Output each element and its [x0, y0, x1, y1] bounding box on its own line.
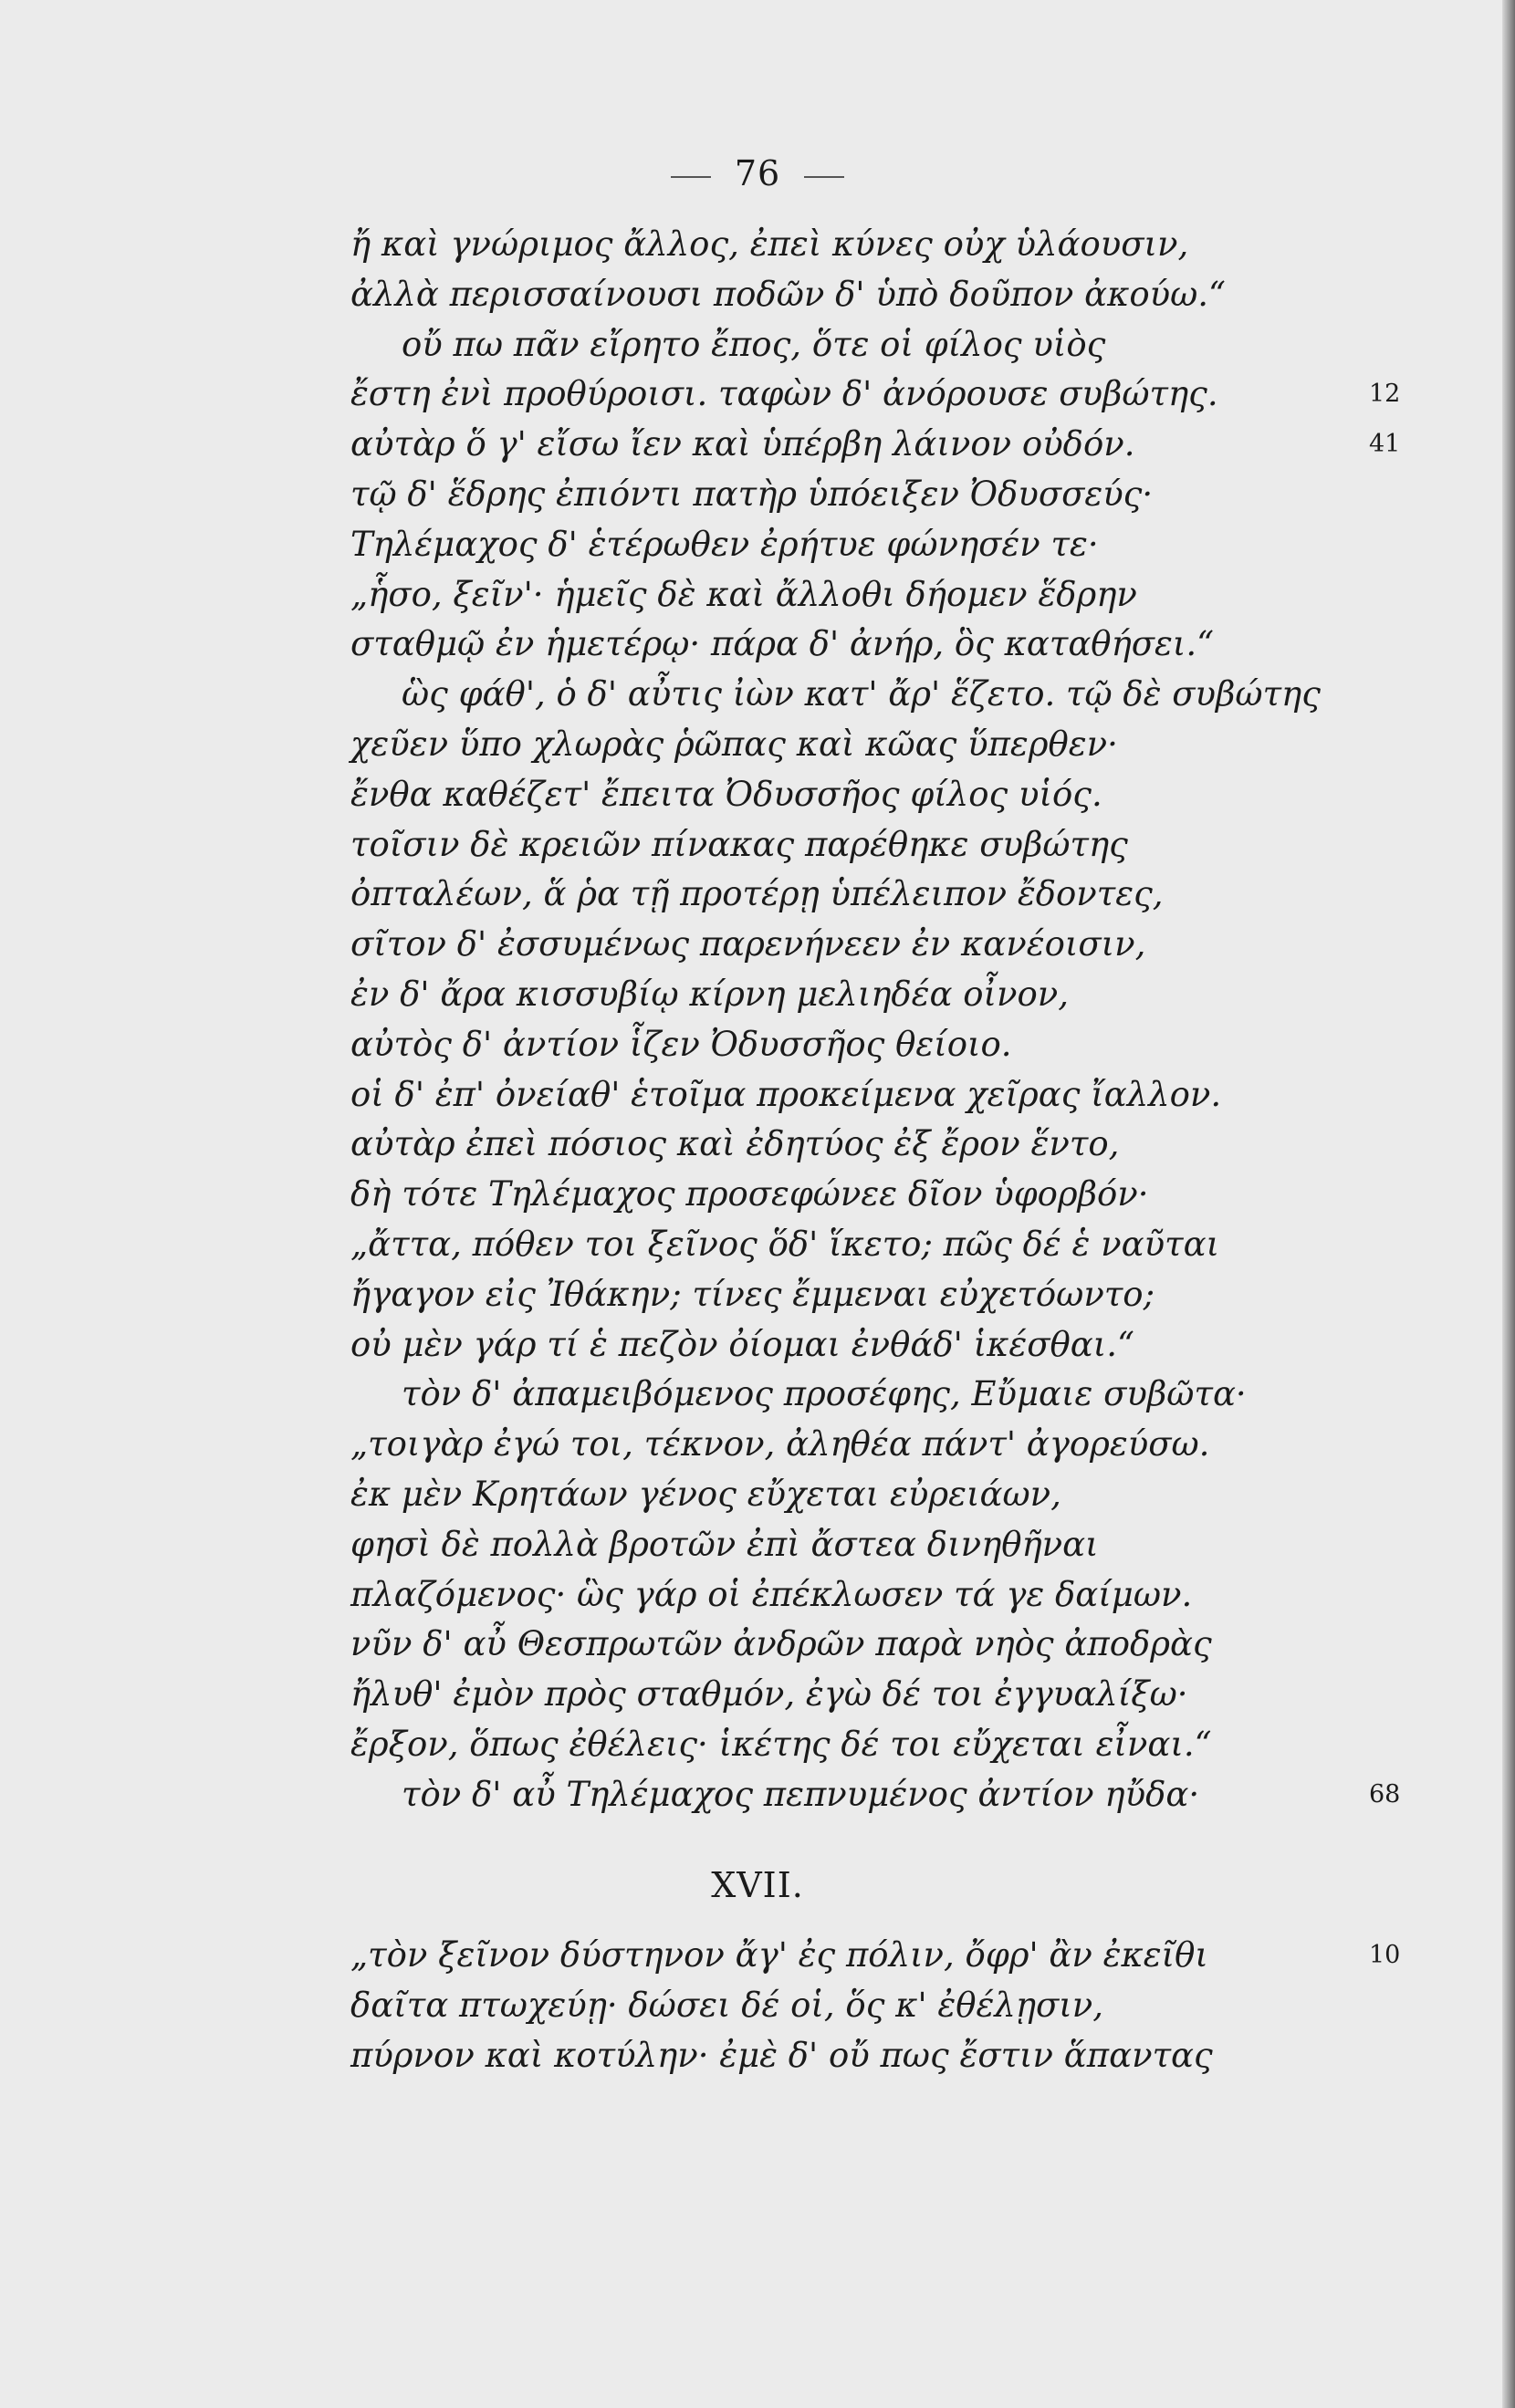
verse-line: ἔρξον, ὅπως ἐθέλεις· ἱκέτης δέ τοι εὔχεται εἶναι.“ — [350, 1725, 1212, 1764]
verse-line: ἔστη ἐνὶ προθύροισι. ταφὼν δ' ἀνόρουσε συβώτης. — [350, 374, 1218, 414]
verse-line: πλαζόμενος· ὣς γάρ οἱ ἐπέκλωσεν τά γε δαίμων. — [350, 1574, 1193, 1614]
verse-line: ἤ καὶ γνώριμος ἄλλος, ἐπεὶ κύνες οὐχ ὑλάουσιν, — [350, 224, 1189, 264]
verse-line: ἔνθα καθέζετ' ἔπειτα Ὀδυσσῆος φίλος υἱός. — [350, 774, 1102, 814]
verse-line: „ἄττα, πόθεν τοι ξεῖνος ὅδ' ἵκετο; πῶς δέ ἑ ναῦται — [350, 1225, 1220, 1264]
line-number: 68 — [1369, 1779, 1401, 1809]
verse-line: ὣς φάθ', ὁ δ' αὖτις ἰὼν κατ' ἄρ' ἕζετο. τῷ δὲ συβώτης — [402, 674, 1321, 714]
verse-line: τῷ δ' ἕδρης ἐπιόντι πατὴρ ὑπόειξεν Ὀδυσσεύς· — [350, 474, 1154, 514]
verse-line: ἀλλὰ περισσαίνουσι ποδῶν δ' ὑπὸ δοῦπον ἀκούω.“ — [350, 274, 1226, 314]
verse-line: τὸν δ' ἀπαμειβόμενος προσέφης, Εὔμαιε συβῶτα· — [402, 1374, 1247, 1414]
verse-line: „τὸν ξεῖνον δύστηνον ἄγ' ἐς πόλιν, ὄφρ' ἂν ἐκεῖθι — [350, 1935, 1208, 1975]
verse-line: αὐτὰρ ἐπεὶ πόσιος καὶ ἐδητύος ἐξ ἔρον ἕντο, — [350, 1124, 1120, 1164]
page-edge-shadow — [1502, 0, 1515, 2408]
verse-line: οὔ πω πᾶν εἴρητο ἔπος, ὅτε οἱ φίλος υἱὸς — [402, 324, 1106, 364]
verse-line: ἐν δ' ἄρα κισσυβίῳ κίρνη μελιηδέα οἶνον, — [350, 975, 1070, 1014]
verse-line: τὸν δ' αὖ Τηλέμαχος πεπνυμένος ἀντίον ηὔδα· — [402, 1774, 1200, 1814]
line-number: 12 — [1369, 380, 1401, 409]
verse-line: πύρνον καὶ κοτύλην· ἐμὲ δ' οὔ πως ἔστιν ἅπαντας — [350, 2036, 1213, 2075]
verse-line: νῦν δ' αὖ Θεσπρωτῶν ἀνδρῶν παρὰ νηὸς ἀποδρὰς — [350, 1624, 1212, 1664]
verse-line: φησὶ δὲ πολλὰ βροτῶν ἐπὶ ἄστεα δινηθῆναι — [350, 1524, 1099, 1564]
verse-line: σῖτον δ' ἐσσυμένως παρενήνεεν ἐν κανέοισιν, — [350, 924, 1146, 964]
verse-line: ἤλυθ' ἐμὸν πρὸς σταθμόν, ἐγὼ δέ τοι ἐγγυαλίξω· — [350, 1674, 1188, 1715]
verse-line: χεῦεν ὕπο χλωρὰς ῥῶπας καὶ κῶας ὕπερθεν· — [350, 724, 1118, 764]
page-number-header — [0, 153, 1515, 193]
page-number: 76 — [734, 153, 781, 193]
verse-line: δαῖτα πτωχεύῃ· δώσει δέ οἱ, ὅς κ' ἐθέλῃσιν, — [350, 1986, 1104, 2025]
line-number: 10 — [1369, 1941, 1401, 1969]
page-number-dash-left — [671, 176, 711, 178]
verse-line: Τηλέμαχος δ' ἑτέρωθεν ἐρήτυε φώνησέν τε· — [350, 524, 1099, 564]
verse-line: „τοιγὰρ ἐγώ τοι, τέκνον, ἀληθέα πάντ' ἀγορεύσω. — [350, 1424, 1210, 1465]
verse-line: ἤγαγον εἰς Ἰθάκην; τίνες ἔμμεναι εὐχετόωντο; — [350, 1274, 1155, 1314]
verse-line: οὐ μὲν γάρ τί ἑ πεζὸν ὀίομαι ἐνθάδ' ἱκέσθαι.“ — [350, 1324, 1134, 1364]
page-number-dash-right — [804, 176, 844, 178]
section-heading: XVII. — [711, 1865, 804, 1905]
verse-line: δὴ τότε Τηλέμαχος προσεφώνεε δῖον ὑφορβόν· — [350, 1174, 1149, 1214]
verse-line: σταθμῷ ἐν ἡμετέρῳ· πάρα δ' ἀνήρ, ὃς καταθήσει.“ — [350, 624, 1215, 664]
verse-line: οἱ δ' ἐπ' ὀνείαθ' ἑτοῖμα προκείμενα χεῖρας ἴαλλον. — [350, 1074, 1222, 1114]
verse-line: αὐτὰρ ὅ γ' εἴσω ἴεν καὶ ὑπέρβη λάινον οὐδόν. — [350, 424, 1135, 464]
verse-line: τοῖσιν δὲ κρειῶν πίνακας παρέθηκε συβώτης — [350, 824, 1128, 864]
verse-line: „ἧσο, ξεῖν'· ἡμεῖς δὲ καὶ ἄλλοθι δήομεν ἕδρην — [350, 574, 1137, 614]
verse-line: αὐτὸς δ' ἀντίον ἷζεν Ὀδυσσῆος θείοιο. — [350, 1024, 1012, 1064]
verse-line: ὀπταλέων, ἅ ῥα τῇ προτέρῃ ὑπέλειπον ἔδοντες, — [350, 874, 1164, 914]
verse-line: ἐκ μὲν Κρητάων γένος εὔχεται εὐρειάων, — [350, 1475, 1061, 1514]
line-number: 41 — [1369, 430, 1401, 459]
